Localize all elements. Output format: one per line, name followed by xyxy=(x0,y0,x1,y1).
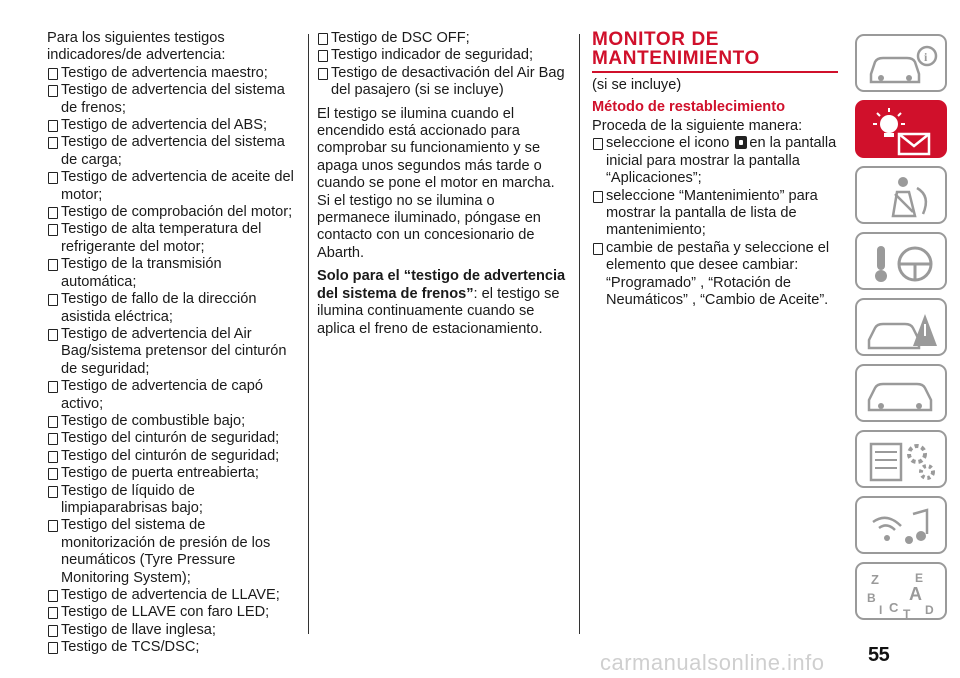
warning-list-continued xyxy=(317,30,571,100)
svg-text:I: I xyxy=(879,603,883,617)
checkbox-bullet-icon xyxy=(593,243,603,255)
checkbox-bullet-icon xyxy=(318,50,328,62)
tab-warning-lights[interactable] xyxy=(855,100,947,158)
list-item-text: Testigo de advertencia maestro; xyxy=(61,64,268,81)
list-item-text: Testigo de advertencia del Air Bag/sistema pretensor del cinturón de seguridad; xyxy=(61,325,287,377)
tab-emergency[interactable] xyxy=(855,298,947,356)
checkbox-bullet-icon xyxy=(48,416,58,428)
list-item xyxy=(47,65,299,82)
checkbox-bullet-icon xyxy=(48,590,58,602)
list-item-text: Testigo de fallo de la dirección asistida eléctrica; xyxy=(61,291,257,325)
brake-note-text: : el testigo se ilumina continuamente cuando se aplica el freno de estacionamiento. xyxy=(317,285,560,337)
list-item-text: Testigo de advertencia de capó activo; xyxy=(61,378,264,412)
list-item xyxy=(47,604,299,621)
list-item-text: Testigo de TCS/DSC; xyxy=(61,639,200,656)
step-1 xyxy=(592,135,838,187)
svg-text:A: A xyxy=(909,584,922,604)
list-item xyxy=(47,169,299,204)
section-title-line2: MANTENIMIENTO xyxy=(592,48,760,69)
list-item xyxy=(47,639,299,656)
maintenance-car-icon xyxy=(857,366,949,424)
starting-driving-icon xyxy=(857,234,949,292)
list-item xyxy=(47,117,299,134)
checkbox-bullet-icon xyxy=(48,120,58,132)
list-item-text: Testigo de desactivación del Air Bag del pasajero (si se incluye) xyxy=(331,64,565,99)
list-item-text: Testigo de advertencia del ABS; xyxy=(61,117,268,134)
brake-note-bold: Solo para el “testigo de advertencia del sistema de frenos” xyxy=(317,268,566,302)
checkbox-bullet-icon xyxy=(318,33,328,45)
step-2-text: seleccione “Mantenimiento” para mostrar la pantalla de lista de mantenimiento; xyxy=(606,187,818,239)
checkbox-bullet-icon xyxy=(48,433,58,445)
list-item xyxy=(317,30,571,47)
list-item xyxy=(317,65,571,100)
step-3-text: cambie de pestaña y seleccione el elemento que desee cambiar: “Programado” , “Rotación de Neumáticos” , “Cambio de Aceite”. xyxy=(606,239,830,308)
svg-text:T: T xyxy=(903,607,911,621)
list-item-text: Testigo de llave inglesa; xyxy=(61,621,216,638)
paragraph-brake-note xyxy=(317,268,571,338)
list-item xyxy=(47,326,299,378)
index-icon xyxy=(857,564,949,622)
multimedia-icon xyxy=(857,498,949,556)
list-item-text: Testigo del sistema de monitorización de presión de los neumáticos (Tyre Pressure Monitoring System); xyxy=(61,517,271,586)
list-item xyxy=(47,483,299,518)
list-item xyxy=(317,47,571,64)
list-item xyxy=(47,378,299,413)
column-3 xyxy=(592,30,838,309)
warning-list xyxy=(47,65,299,657)
list-item-text: Testigo de la transmisión automática; xyxy=(61,256,222,290)
column-1 xyxy=(47,30,299,657)
checkbox-bullet-icon xyxy=(48,137,58,149)
tab-starting-driving[interactable] xyxy=(855,232,947,290)
list-item-text: Testigo de combustible bajo; xyxy=(61,412,246,429)
list-item-text: Testigo de advertencia del sistema de carga; xyxy=(61,134,285,168)
list-item xyxy=(47,413,299,430)
section-title xyxy=(592,30,838,68)
list-item-text: Testigo del cinturón de seguridad; xyxy=(61,430,280,447)
checkbox-bullet-icon xyxy=(48,468,58,480)
section-note: (si se incluye) xyxy=(592,76,682,93)
safety-seat-icon xyxy=(857,168,949,226)
checkbox-bullet-icon xyxy=(48,224,58,236)
step-1-text-b: en la pantalla inicial para mostrar la pantalla “Aplicaciones”; xyxy=(606,135,837,187)
tab-car-info[interactable] xyxy=(855,34,947,92)
checkbox-bullet-icon xyxy=(48,85,58,97)
list-item-text: Testigo de DSC OFF; xyxy=(331,30,470,46)
step-1-text-a: seleccione el icono xyxy=(606,135,730,152)
column-divider xyxy=(579,34,580,634)
svg-text:i: i xyxy=(924,50,928,64)
checkbox-bullet-icon xyxy=(48,381,58,393)
tab-multimedia[interactable] xyxy=(855,496,947,554)
step-2 xyxy=(592,188,838,240)
svg-text:E: E xyxy=(915,571,924,585)
checkbox-bullet-icon xyxy=(48,259,58,271)
title-underline xyxy=(592,71,838,73)
list-item xyxy=(47,204,299,221)
column-divider xyxy=(308,34,309,634)
svg-text:Z: Z xyxy=(871,572,879,587)
list-item xyxy=(47,134,299,169)
list-item xyxy=(47,465,299,482)
svg-text:C: C xyxy=(889,600,899,615)
checkbox-bullet-icon xyxy=(48,486,58,498)
checkbox-bullet-icon xyxy=(318,68,328,80)
svg-text:D: D xyxy=(925,603,934,617)
checkbox-bullet-icon xyxy=(48,520,58,532)
list-item-text: Testigo del cinturón de seguridad; xyxy=(61,447,280,464)
tab-maintenance[interactable] xyxy=(855,364,947,422)
list-item xyxy=(47,82,299,117)
car-info-icon xyxy=(857,36,949,94)
checkbox-bullet-icon xyxy=(593,191,603,203)
checkbox-bullet-icon xyxy=(48,642,58,654)
list-item-text: Testigo de advertencia de aceite del motor; xyxy=(61,169,294,203)
checkbox-bullet-icon xyxy=(48,329,58,341)
step-3 xyxy=(592,240,838,310)
checkbox-bullet-icon xyxy=(48,207,58,219)
procedure-lead: Proceda de la siguiente manera: xyxy=(592,117,803,134)
subsection-title: Método de restablecimiento xyxy=(592,98,785,115)
list-item xyxy=(47,256,299,291)
tab-technical-data[interactable] xyxy=(855,430,947,488)
checkbox-bullet-icon xyxy=(593,138,603,150)
list-item xyxy=(47,430,299,447)
list-item xyxy=(47,291,299,326)
checkbox-bullet-icon xyxy=(48,172,58,184)
checkbox-bullet-icon xyxy=(48,625,58,637)
list-item xyxy=(47,622,299,639)
list-item xyxy=(47,448,299,465)
list-item xyxy=(47,517,299,587)
list-item-text: Testigo de advertencia del sistema de frenos; xyxy=(61,82,285,116)
list-item-text: Testigo de puerta entreabierta; xyxy=(61,465,259,482)
checkbox-bullet-icon xyxy=(48,607,58,619)
list-item-text: Testigo de advertencia de LLAVE; xyxy=(61,587,280,603)
list-item xyxy=(47,221,299,256)
watermark: carmanualsonline.info xyxy=(600,650,825,675)
paragraph-illumination: El testigo se ilumina cuando el encendido está accionado para comprobar su funcionamiento y se apaga unos segundos más tarde o cuando se pone el motor en marcha. Si el testigo no se ilumina o permanece iluminado, póngase en contacto con un concesionario de Abarth. xyxy=(317,105,555,261)
checkbox-bullet-icon xyxy=(48,68,58,80)
list-item-text: Testigo de líquido de limpiaparabrisas bajo; xyxy=(61,482,203,516)
checkbox-bullet-icon xyxy=(48,451,58,463)
tab-safety[interactable] xyxy=(855,166,947,224)
svg-text:B: B xyxy=(867,591,876,605)
list-item xyxy=(47,587,299,604)
page-number: 55 xyxy=(868,644,890,666)
checkbox-bullet-icon xyxy=(48,294,58,306)
list-item-text: Testigo indicador de seguridad; xyxy=(331,47,534,64)
list-item-text: Testigo de alta temperatura del refrigerante del motor; xyxy=(61,221,262,255)
section-title-line1: MONITOR DE xyxy=(592,29,720,50)
technical-data-icon xyxy=(857,432,949,490)
intro-text: Para los siguientes testigos indicadores/de advertencia: xyxy=(47,30,226,64)
apps-icon xyxy=(735,136,747,149)
list-item-text: Testigo de comprobación del motor; xyxy=(61,204,293,221)
tab-index[interactable] xyxy=(855,562,947,620)
emergency-icon xyxy=(857,300,949,358)
list-item-text: Testigo de LLAVE con faro LED; xyxy=(61,604,270,621)
column-2 xyxy=(317,30,571,338)
warning-lights-icon xyxy=(857,102,949,160)
